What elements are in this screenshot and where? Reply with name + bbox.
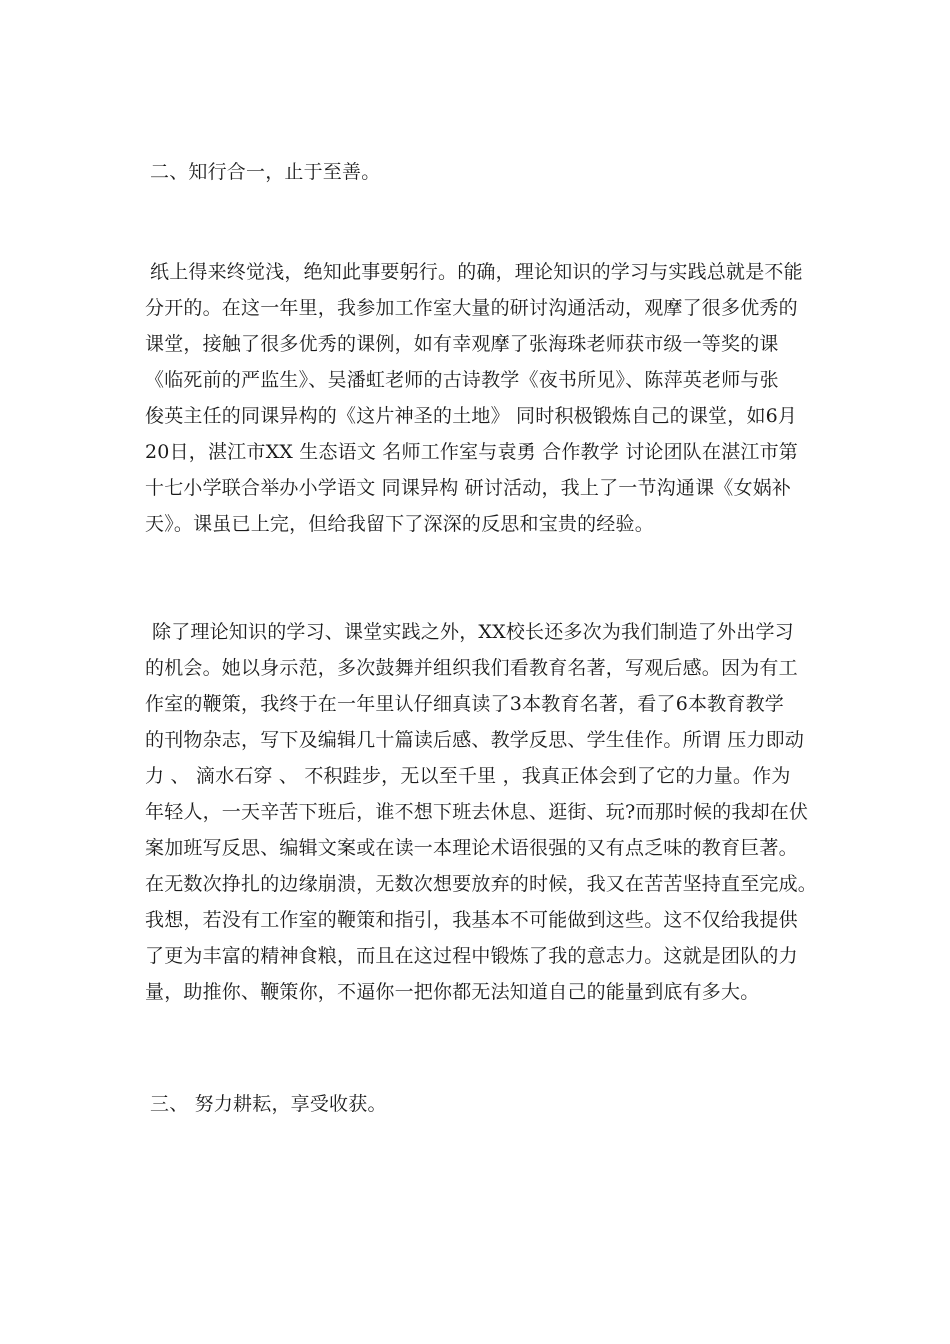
- paragraph-line: 分开的。在这一年里，我参加工作室大量的研讨沟通活动，观摩了很多优秀的: [145, 297, 798, 319]
- paragraph-line: 年轻人，一天辛苦下班后，谁不想下班去休息、逛街、玩?而那时候的我却在伏: [145, 801, 809, 823]
- paragraph-line: 量，助推你、鞭策你，不逼你一把你都无法知道自己的能量到底有多大。: [145, 981, 760, 1003]
- section-heading-two: 二、知行合一，止于至善。: [150, 161, 381, 183]
- paragraph-line: 力 、 滴水石穿 、 不积跬步，无以至千里 ，我真正体会到了它的力量。作为: [145, 765, 791, 787]
- paragraph-line: 的刊物杂志，写下及编辑几十篇读后感、教学反思、学生佳作。所谓 压力即动: [145, 729, 805, 751]
- paragraph-line: 我想，若没有工作室的鞭策和指引，我基本不可能做到这些。这不仅给我提供: [145, 909, 798, 931]
- paragraph-line: 的机会。她以身示范，多次鼓舞并组织我们看教育名著，写观后感。因为有工: [145, 657, 798, 679]
- paragraph-line: 在无数次挣扎的边缘崩溃，无数次想要放弃的时候，我又在苦苦坚持直至完成。: [145, 873, 818, 895]
- paragraph-line: 纸上得来终觉浅，绝知此事要躬行。的确，理论知识的学习与实践总就是不能: [150, 261, 803, 283]
- section-heading-three: 三、 努力耕耘，享受收获。: [150, 1093, 387, 1115]
- paragraph-line: 天》。课虽已上完，但给我留下了深深的反思和宝贵的经验。: [145, 513, 654, 535]
- paragraph-line: 课堂，接触了很多优秀的课例，如有幸观摩了张海珠老师获市级一等奖的课: [145, 333, 779, 355]
- paragraph-line: 20日，湛江市XX 生态语文 名师工作室与袁勇 合作教学 讨论团队在湛江市第: [145, 441, 798, 463]
- paragraph-line: 了更为丰富的精神食粮，而且在这过程中锻炼了我的意志力。这就是团队的力: [145, 945, 798, 967]
- paragraph-line: 《临死前的严监生》、吴潘虹老师的古诗教学《夜书所见》、陈萍英老师与张: [145, 369, 779, 391]
- paragraph-line: 作室的鞭策，我终于在一年里认仔细真读了3本教育名著，看了6本教育教学: [145, 693, 784, 715]
- paragraph-line: 俊英主任的同课异构的《这片神圣的土地》 同时积极锻炼自己的课堂，如6月: [145, 405, 798, 427]
- paragraph-line: 十七小学联合举办小学语文 同课异构 研讨活动，我上了一节沟通课《女娲补: [145, 477, 792, 499]
- paragraph-line: 案加班写反思、编辑文案或在读一本理论术语很强的又有点乏味的教育巨著。: [145, 837, 798, 859]
- paragraph-line: 除了理论知识的学习、课堂实践之外，XX校长还多次为我们制造了外出学习: [152, 621, 794, 643]
